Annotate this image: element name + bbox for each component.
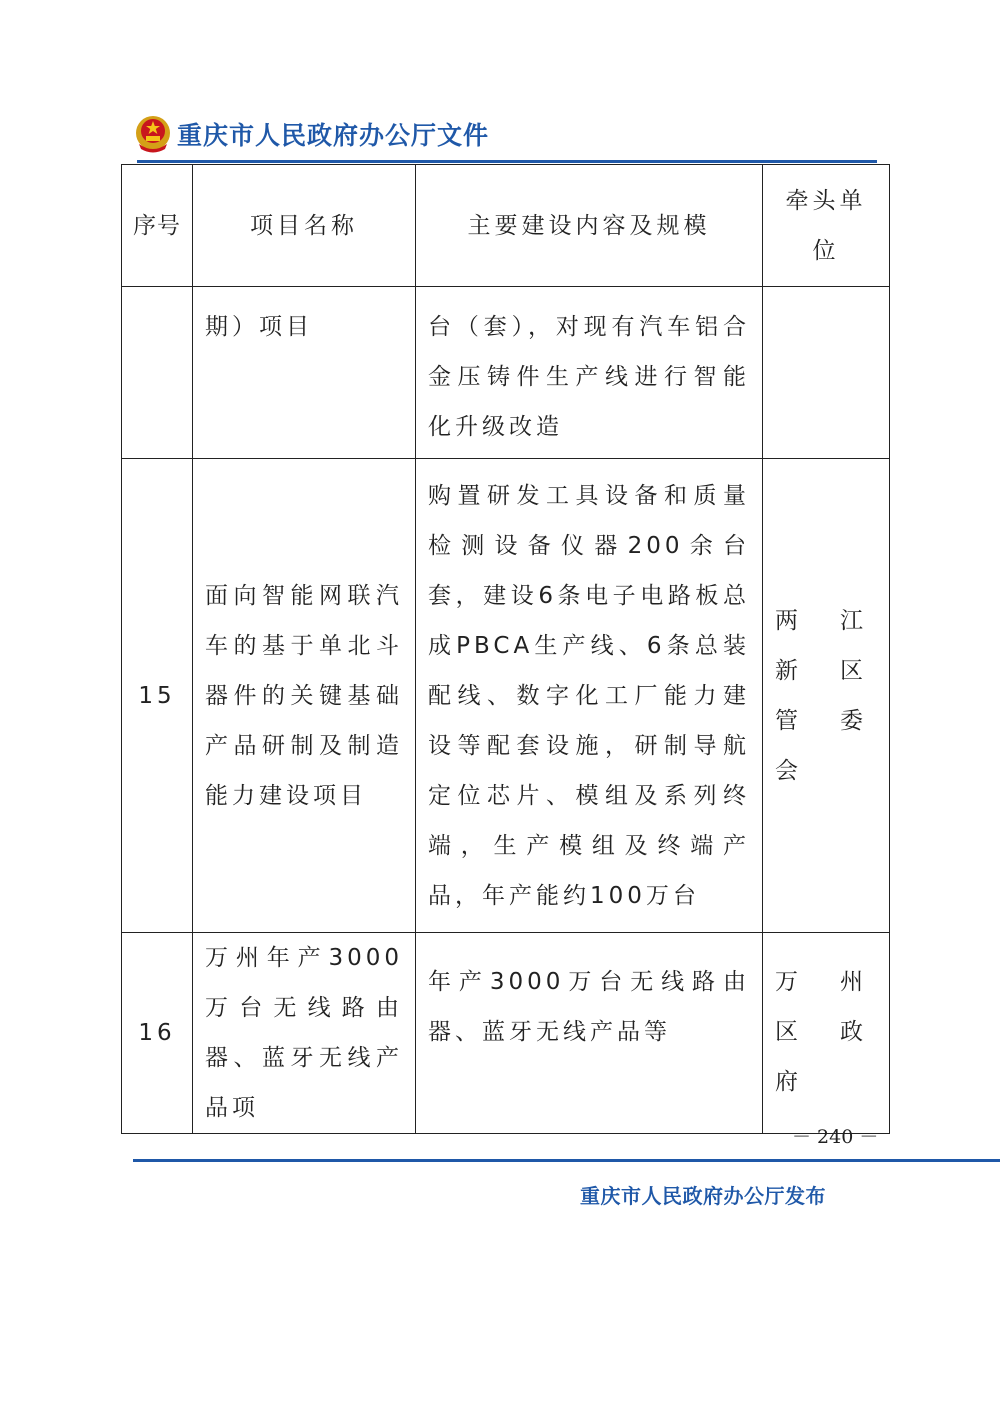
- page-number: － 240 －: [792, 1126, 879, 1148]
- lead-unit: 万州区政府: [763, 933, 890, 1134]
- row-number: 15: [122, 459, 193, 933]
- table-row: [122, 459, 890, 933]
- column-header-no: 序号: [122, 165, 193, 287]
- project-table: [121, 164, 890, 1134]
- lead-unit: 两江新区管委会: [763, 459, 890, 933]
- project-content: 年产3000万台无线路由器、蓝牙无线产品等: [416, 933, 763, 1134]
- project-name: 面向智能网联汽车的基于单北斗器件的关键基础产品研制及制造能力建设项目: [193, 459, 416, 933]
- header-title: 重庆市人民政府办公厅文件: [177, 121, 490, 150]
- national-emblem-icon: [133, 114, 173, 154]
- column-header-content: 主要建设内容及规模: [416, 165, 763, 287]
- header-divider: [137, 160, 877, 163]
- project-content: 台（套），对现有汽车铝合金压铸件生产线进行智能化升级改造: [416, 287, 763, 459]
- document-header: [133, 112, 878, 160]
- lead-unit: [763, 287, 890, 459]
- column-header-unit: 牵头单位: [763, 165, 890, 287]
- footer-divider: [133, 1159, 1000, 1162]
- row-number: [122, 287, 193, 459]
- project-name: 万州年产3000万台无线路由器、蓝牙无线产品项: [193, 933, 416, 1134]
- footer-publisher: 重庆市人民政府办公厅发布: [580, 1184, 826, 1208]
- table-row: [122, 287, 890, 459]
- row-number: 16: [122, 933, 193, 1134]
- table-header-row: [122, 165, 890, 287]
- table-row: [122, 933, 890, 1134]
- project-content: 购置研发工具设备和质量检测设备仪器200余台套，建设6条电子电路板总成PBCA生产线、6条总装配线、数字化工厂能力建设等配套设施，研制导航定位芯片、模组及系列终端，生产模组及终端产品，年产能约100万台: [416, 459, 763, 933]
- project-name: 期）项目: [193, 287, 416, 459]
- column-header-name: 项目名称: [193, 165, 416, 287]
